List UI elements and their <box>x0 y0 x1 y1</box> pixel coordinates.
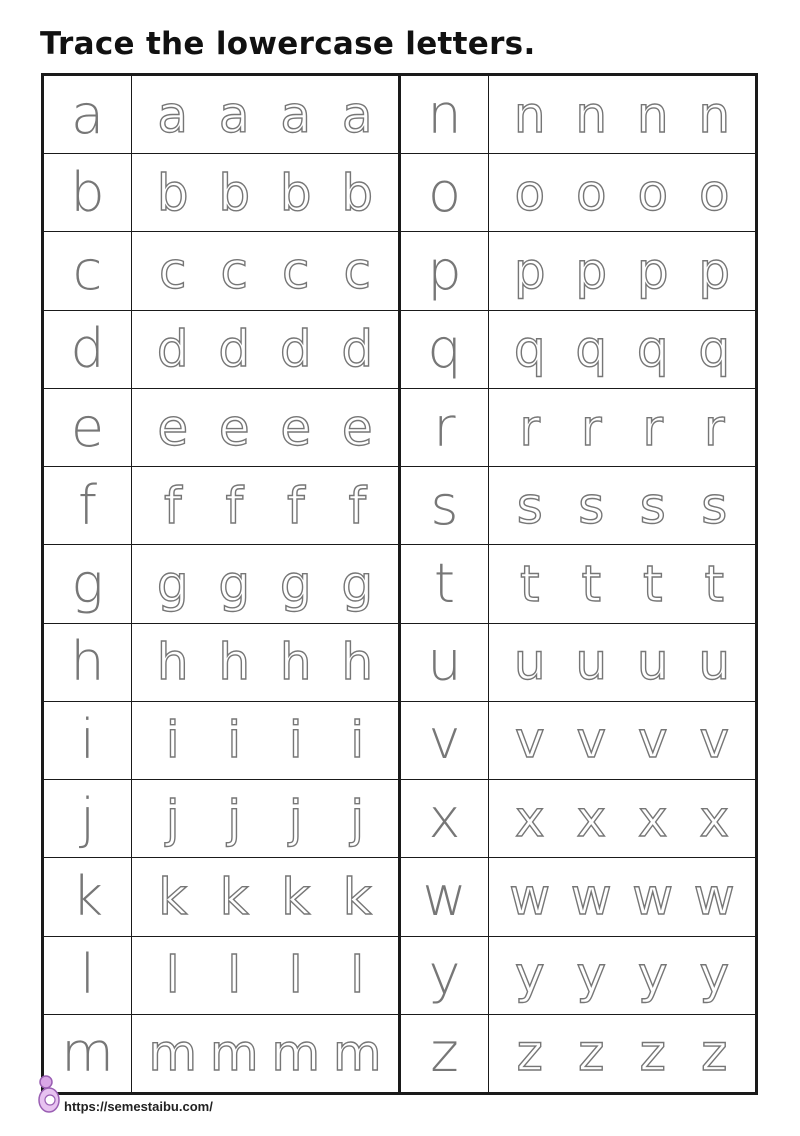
dotted-trace-letter: j <box>350 789 365 848</box>
model-letter: t <box>401 545 489 622</box>
trace-area <box>132 624 398 701</box>
dotted-trace-letter: x <box>576 789 607 848</box>
dotted-trace-letter: s <box>516 476 543 535</box>
letter-row-h <box>44 624 398 702</box>
dotted-trace-letter: t <box>581 555 602 614</box>
trace-area <box>489 937 755 1014</box>
trace-area <box>132 937 398 1014</box>
dotted-trace-letter: k <box>342 867 372 926</box>
dotted-trace-letter: m <box>209 1024 259 1083</box>
dotted-trace-letter: p <box>513 242 546 301</box>
dotted-trace-letter: f <box>286 476 305 535</box>
dotted-trace-letter: y <box>576 946 607 1005</box>
model-letter: l <box>44 937 132 1014</box>
tracing-grid <box>41 73 758 1095</box>
letter-row-v <box>401 702 755 780</box>
model-letter: k <box>44 858 132 935</box>
letter-row-e <box>44 389 398 467</box>
dotted-trace-letter: f <box>348 476 367 535</box>
dotted-trace-letter: w <box>632 867 674 926</box>
trace-area <box>489 545 755 622</box>
model-letter: o <box>401 154 489 231</box>
model-letter: q <box>401 311 489 388</box>
dotted-trace-letter: i <box>227 711 242 770</box>
dotted-trace-letter: v <box>514 711 545 770</box>
trace-area <box>489 76 755 153</box>
dotted-trace-letter: a <box>280 85 312 144</box>
dotted-trace-letter: c <box>282 242 310 301</box>
dotted-trace-letter: w <box>693 867 735 926</box>
dotted-trace-letter: n <box>636 85 669 144</box>
dotted-trace-letter: z <box>516 1024 543 1083</box>
dotted-trace-letter: d <box>156 320 189 379</box>
trace-area <box>489 154 755 231</box>
trace-area <box>489 232 755 309</box>
dotted-trace-letter: y <box>699 946 730 1005</box>
dotted-trace-letter: j <box>288 789 303 848</box>
dotted-trace-letter: k <box>219 867 249 926</box>
model-letter: b <box>44 154 132 231</box>
trace-area <box>132 858 398 935</box>
dotted-trace-letter: k <box>158 867 188 926</box>
model-letter: u <box>401 624 489 701</box>
dotted-trace-letter: r <box>580 398 602 457</box>
dotted-trace-letter: x <box>637 789 668 848</box>
dotted-trace-letter: a <box>218 85 250 144</box>
letter-row-y <box>401 937 755 1015</box>
letter-row-z <box>401 1015 755 1092</box>
trace-area <box>489 780 755 857</box>
trace-area <box>132 545 398 622</box>
dotted-trace-letter: l <box>165 946 180 1005</box>
trace-area <box>489 624 755 701</box>
dotted-trace-letter: q <box>636 320 669 379</box>
dotted-trace-letter: u <box>698 633 731 692</box>
dotted-trace-letter: q <box>513 320 546 379</box>
trace-area <box>489 467 755 544</box>
trace-area <box>132 702 398 779</box>
dotted-trace-letter: g <box>279 555 312 614</box>
model-letter: p <box>401 232 489 309</box>
dotted-trace-letter: h <box>279 633 312 692</box>
dotted-trace-letter: g <box>341 555 374 614</box>
dotted-trace-letter: l <box>227 946 242 1005</box>
letter-row-o <box>401 154 755 232</box>
model-letter: n <box>401 76 489 153</box>
letter-row-k <box>44 858 398 936</box>
dotted-trace-letter: n <box>575 85 608 144</box>
dotted-trace-letter: p <box>575 242 608 301</box>
dotted-trace-letter: k <box>281 867 311 926</box>
dotted-trace-letter: f <box>163 476 182 535</box>
dotted-trace-letter: w <box>570 867 612 926</box>
dotted-trace-letter: n <box>513 85 546 144</box>
dotted-trace-letter: p <box>698 242 731 301</box>
dotted-trace-letter: t <box>519 555 540 614</box>
letter-row-p <box>401 232 755 310</box>
letter-row-d <box>44 311 398 389</box>
letter-row-n <box>401 76 755 154</box>
trace-area <box>132 780 398 857</box>
trace-area <box>489 311 755 388</box>
letter-row-a <box>44 76 398 154</box>
dotted-trace-letter: u <box>575 633 608 692</box>
dotted-trace-letter: y <box>514 946 545 1005</box>
dotted-trace-letter: v <box>637 711 668 770</box>
dotted-trace-letter: m <box>148 1024 198 1083</box>
trace-area <box>132 76 398 153</box>
letter-row-j <box>44 780 398 858</box>
dotted-trace-letter: b <box>341 163 374 222</box>
letter-row-i <box>44 702 398 780</box>
model-letter: x <box>401 780 489 857</box>
dotted-trace-letter: s <box>701 476 728 535</box>
letter-row-x <box>401 780 755 858</box>
model-letter: f <box>44 467 132 544</box>
letter-row-u <box>401 624 755 702</box>
dotted-trace-letter: u <box>513 633 546 692</box>
trace-area <box>132 389 398 466</box>
dotted-trace-letter: a <box>341 85 373 144</box>
letter-row-r <box>401 389 755 467</box>
letter-row-q <box>401 311 755 389</box>
model-letter: h <box>44 624 132 701</box>
dotted-trace-letter: e <box>280 398 312 457</box>
dotted-trace-letter: g <box>218 555 251 614</box>
model-letter: v <box>401 702 489 779</box>
dotted-trace-letter: y <box>637 946 668 1005</box>
letter-row-l <box>44 937 398 1015</box>
dotted-trace-letter: z <box>578 1024 605 1083</box>
model-letter: g <box>44 545 132 622</box>
letter-row-g <box>44 545 398 623</box>
model-letter: m <box>44 1015 132 1092</box>
trace-area <box>489 702 755 779</box>
trace-area <box>132 467 398 544</box>
dotted-trace-letter: i <box>350 711 365 770</box>
worksheet-title: Trace the lowercase letters. <box>40 26 536 62</box>
dotted-trace-letter: t <box>704 555 725 614</box>
dotted-trace-letter: p <box>636 242 669 301</box>
left-column <box>44 76 401 1092</box>
dotted-trace-letter: g <box>156 555 189 614</box>
dotted-trace-letter: o <box>514 163 546 222</box>
trace-area <box>132 232 398 309</box>
letter-row-c <box>44 232 398 310</box>
dotted-trace-letter: i <box>165 711 180 770</box>
dotted-trace-letter: r <box>703 398 725 457</box>
trace-area <box>132 154 398 231</box>
dotted-trace-letter: z <box>701 1024 728 1083</box>
model-letter: s <box>401 467 489 544</box>
dotted-trace-letter: n <box>698 85 731 144</box>
model-letter: d <box>44 311 132 388</box>
model-letter: c <box>44 232 132 309</box>
trace-area <box>489 1015 755 1092</box>
footer <box>36 1074 213 1114</box>
dotted-trace-letter: b <box>218 163 251 222</box>
dotted-trace-letter: m <box>271 1024 321 1083</box>
website-url[interactable]: https://semestaibu.com/ <box>64 1099 213 1114</box>
dotted-trace-letter: j <box>165 789 180 848</box>
dotted-trace-letter: b <box>279 163 312 222</box>
right-column <box>401 76 755 1092</box>
dotted-trace-letter: l <box>350 946 365 1005</box>
dotted-trace-letter: o <box>698 163 730 222</box>
dotted-trace-letter: l <box>288 946 303 1005</box>
dotted-trace-letter: h <box>156 633 189 692</box>
dotted-trace-letter: v <box>699 711 730 770</box>
dotted-trace-letter: o <box>575 163 607 222</box>
dotted-trace-letter: e <box>157 398 189 457</box>
model-letter: y <box>401 937 489 1014</box>
dotted-trace-letter: e <box>341 398 373 457</box>
dotted-trace-letter: s <box>578 476 605 535</box>
dotted-trace-letter: q <box>575 320 608 379</box>
dotted-trace-letter: h <box>341 633 374 692</box>
dotted-trace-letter: r <box>519 398 541 457</box>
dotted-trace-letter: x <box>514 789 545 848</box>
letter-row-w <box>401 858 755 936</box>
letter-row-t <box>401 545 755 623</box>
letter-row-f <box>44 467 398 545</box>
model-letter: a <box>44 76 132 153</box>
dotted-trace-letter: u <box>636 633 669 692</box>
dotted-trace-letter: j <box>227 789 242 848</box>
dotted-trace-letter: f <box>225 476 244 535</box>
dotted-trace-letter: z <box>639 1024 666 1083</box>
dotted-trace-letter: q <box>698 320 731 379</box>
model-letter: r <box>401 389 489 466</box>
dotted-trace-letter: c <box>159 242 187 301</box>
dotted-trace-letter: e <box>218 398 250 457</box>
trace-area <box>489 858 755 935</box>
dotted-trace-letter: t <box>642 555 663 614</box>
model-letter: w <box>401 858 489 935</box>
model-letter: z <box>401 1015 489 1092</box>
dotted-trace-letter: c <box>220 242 248 301</box>
model-letter: i <box>44 702 132 779</box>
trace-area <box>132 311 398 388</box>
dotted-trace-letter: a <box>157 85 189 144</box>
model-letter: j <box>44 780 132 857</box>
letter-row-s <box>401 467 755 545</box>
dotted-trace-letter: s <box>639 476 666 535</box>
dotted-trace-letter: w <box>509 867 551 926</box>
trace-area <box>489 389 755 466</box>
dotted-trace-letter: o <box>637 163 669 222</box>
dotted-trace-letter: i <box>288 711 303 770</box>
dotted-trace-letter: c <box>343 242 371 301</box>
dotted-trace-letter: d <box>218 320 251 379</box>
dotted-trace-letter: v <box>576 711 607 770</box>
dotted-trace-letter: x <box>699 789 730 848</box>
dotted-trace-letter: m <box>332 1024 382 1083</box>
dotted-trace-letter: d <box>341 320 374 379</box>
dotted-trace-letter: r <box>642 398 664 457</box>
mother-baby-logo-icon <box>36 1074 62 1114</box>
letter-row-b <box>44 154 398 232</box>
model-letter: e <box>44 389 132 466</box>
dotted-trace-letter: h <box>218 633 251 692</box>
dotted-trace-letter: d <box>279 320 312 379</box>
dotted-trace-letter: b <box>156 163 189 222</box>
